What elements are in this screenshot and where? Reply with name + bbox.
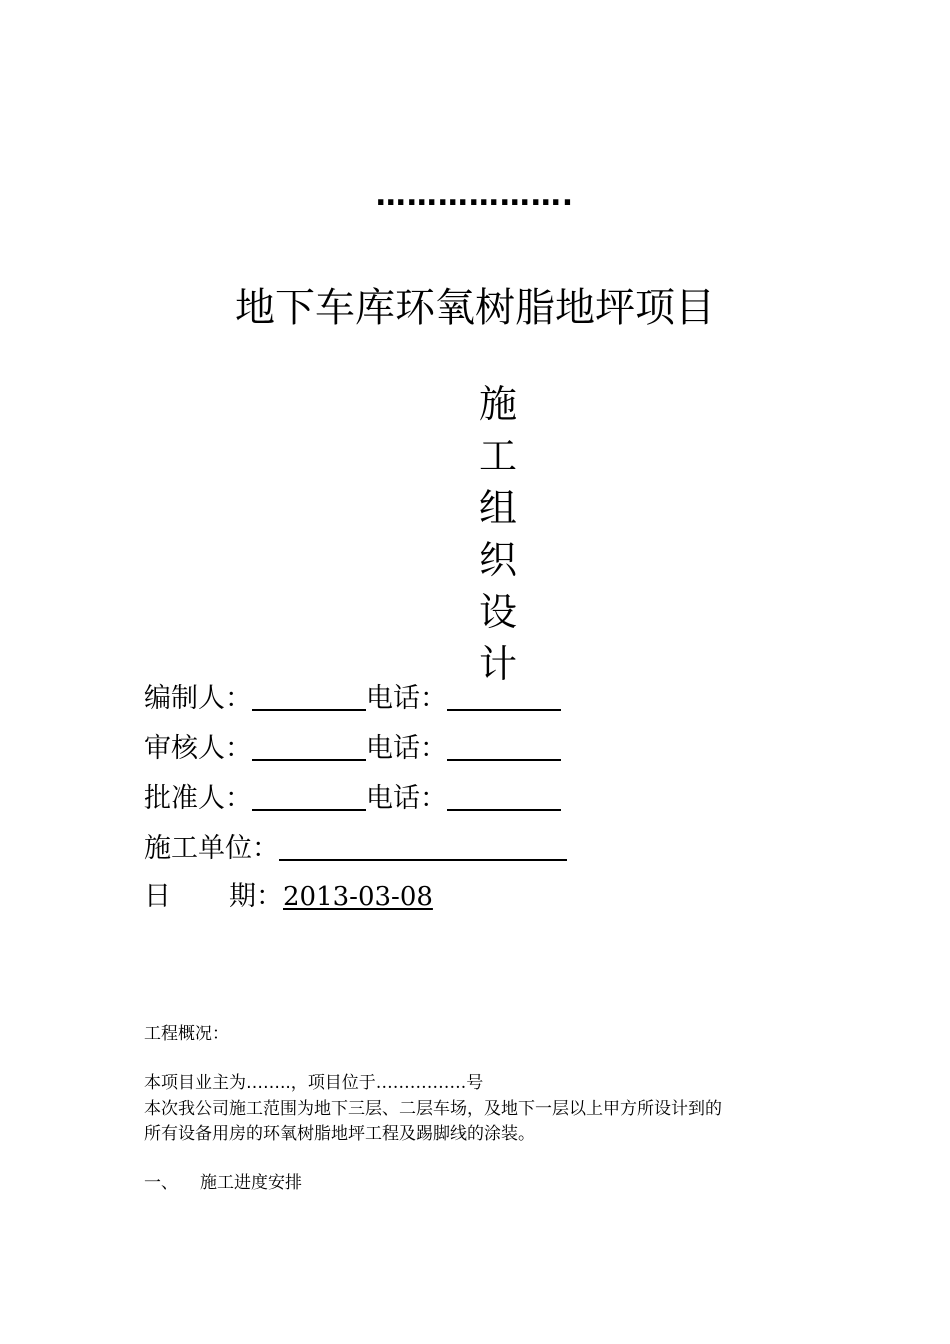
overview-line-2: 本次我公司施工范围为地下三层、二层车场，及地下一层以上甲方所设计到的 [144,1099,722,1119]
approver-row [144,779,561,819]
cover-dots: ………………. [375,178,575,213]
title-char: 施 [478,382,517,426]
date-label-2: 期： [229,881,283,912]
project-title: 地下车库环氧树脂地坪项目 [235,285,715,331]
construction-unit-label: 施工单位： [144,833,279,864]
document-title-vertical [468,378,528,690]
title-char: 计 [478,642,517,686]
reviewer-label: 审核人： [144,733,252,764]
overview-line-3: 所有设备用房的环氧树脂地坪工程及踢脚线的涂装。 [144,1124,535,1144]
section-1-heading [144,1171,302,1195]
compiler-blank[interactable] [252,681,366,711]
overview-line-1 [144,1071,483,1095]
approver-blank[interactable] [252,781,366,811]
approver-phone-blank[interactable] [447,781,561,811]
approver-label: 批准人： [144,783,252,814]
reviewer-row [144,729,561,769]
location-text: 项目位于…………….号 [307,1073,484,1093]
reviewer-blank[interactable] [252,731,366,761]
reviewer-phone-blank[interactable] [447,731,561,761]
title-char: 组 [478,486,517,530]
overview-heading: 工程概况： [144,1024,229,1044]
section-1-title: 施工进度安排 [200,1173,302,1193]
compiler-label: 编制人： [144,683,252,714]
compiler-row [144,679,561,719]
construction-unit-row [144,829,567,869]
title-char: 设 [478,590,517,634]
construction-unit-blank[interactable] [279,831,567,861]
date-label-1: 日 [144,881,171,912]
section-1-number: 一、 [144,1173,178,1193]
date-row [144,877,433,917]
title-char: 工 [478,434,517,478]
compiler-phone-blank[interactable] [447,681,561,711]
reviewer-phone-label: 电话： [366,733,447,764]
title-char: 织 [478,538,517,582]
compiler-phone-label: 电话： [366,683,447,714]
owner-text: 本项目业主为……..， [144,1073,308,1093]
date-value: 2013-03-08 [283,882,433,912]
approver-phone-label: 电话： [366,783,447,814]
